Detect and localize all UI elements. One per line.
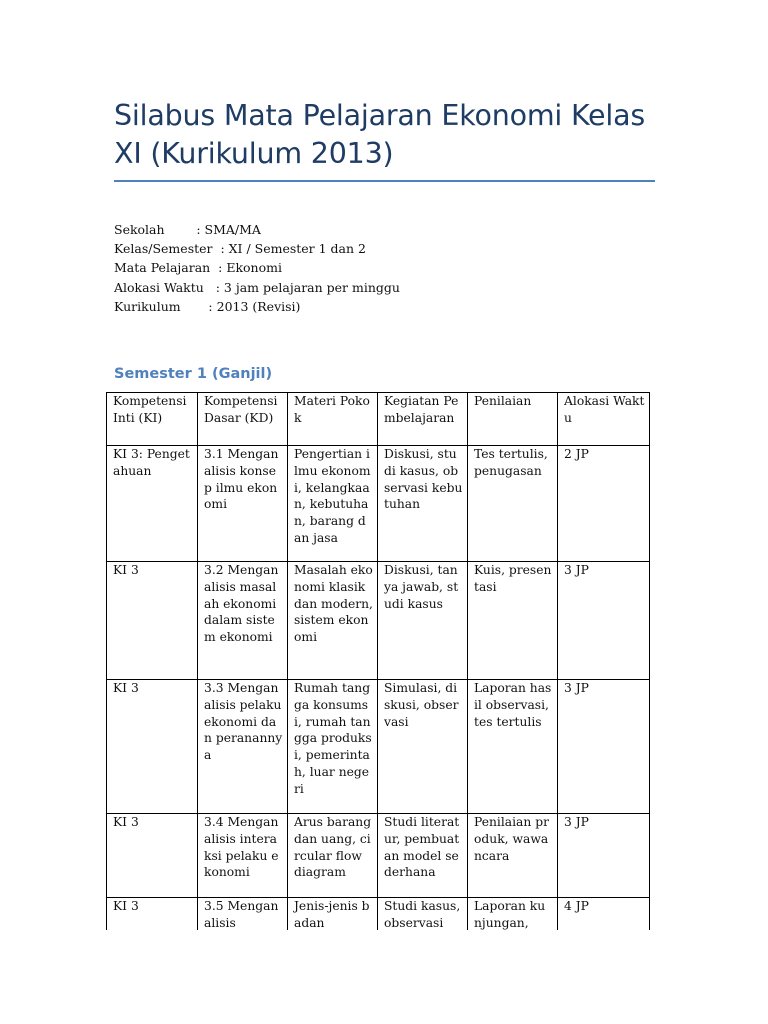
- cell-kd: 3.3 Menganalisis pelaku ekonomi dan peranannya: [198, 680, 288, 814]
- cell-kegiatan: Studi literatur, pembuatan model sederhana: [378, 814, 468, 898]
- cell-alokasi: 2 JP: [558, 446, 650, 562]
- header-ki: Kompetensi Inti (KI): [107, 393, 198, 446]
- cell-kegiatan: Diskusi, tanya jawab, studi kasus: [378, 562, 468, 680]
- section-heading: Semester 1 (Ganjil): [114, 366, 273, 382]
- cell-penilaian: Laporan hasil observasi, tes tertulis: [468, 680, 558, 814]
- cell-ki: KI 3: [107, 562, 198, 680]
- metadata-block: [114, 220, 400, 316]
- meta-sekolah: Sekolah : SMA/MA: [114, 222, 261, 237]
- cell-alokasi: 3 JP: [558, 562, 650, 680]
- cell-ki: KI 3: [107, 898, 198, 931]
- cell-alokasi: 3 JP: [558, 680, 650, 814]
- table-row: [107, 814, 650, 898]
- cell-kd: 3.2 Menganalisis masalah ekonomi dalam sistem ekonomi: [198, 562, 288, 680]
- cell-materi: Rumah tangga konsumsi, rumah tangga produksi, pemerintah, luar negeri: [288, 680, 378, 814]
- cell-materi: Arus barang dan uang, circular flow diagram: [288, 814, 378, 898]
- syllabus-table: [106, 392, 650, 930]
- cell-kd: 3.4 Menganalisis interaksi pelaku ekonomi: [198, 814, 288, 898]
- cell-materi: Masalah ekonomi klasik dan modern, sistem ekonomi: [288, 562, 378, 680]
- meta-kelas-semester: Kelas/Semester : XI / Semester 1 dan 2: [114, 241, 366, 257]
- title-underline: [114, 180, 655, 182]
- meta-mata-pelajaran: Mata Pelajaran : Ekonomi: [114, 260, 282, 276]
- cell-materi: Pengertian ilmu ekonomi, kelangkaan, kebutuhan, barang dan jasa: [288, 446, 378, 562]
- cell-kegiatan: Studi kasus, observasi: [378, 898, 468, 931]
- cell-ki: KI 3: Pengetahuan: [107, 446, 198, 562]
- header-kegiatan: Kegiatan Pembelajaran: [378, 393, 468, 446]
- cell-kd: 3.5 Menganalisis: [198, 898, 288, 931]
- cell-kegiatan: Diskusi, studi kasus, observasi kebutuhan: [378, 446, 468, 562]
- cell-penilaian: Penilaian produk, wawancara: [468, 814, 558, 898]
- cell-kegiatan: Simulasi, diskusi, observasi: [378, 680, 468, 814]
- table-row: [107, 446, 650, 562]
- cell-ki: KI 3: [107, 680, 198, 814]
- table-header-row: [107, 393, 650, 446]
- table-row: [107, 898, 650, 931]
- cell-materi: Jenis-jenis badan: [288, 898, 378, 931]
- cell-penilaian: Tes tertulis, penugasan: [468, 446, 558, 562]
- header-materi: Materi Pokok: [288, 393, 378, 446]
- cell-ki: KI 3: [107, 814, 198, 898]
- header-alokasi: Alokasi Waktu: [558, 393, 650, 446]
- meta-alokasi-waktu: Alokasi Waktu : 3 jam pelajaran per minggu: [114, 279, 400, 295]
- document-title: Silabus Mata Pelajaran Ekonomi Kelas XI (Kurikulum 2013): [114, 99, 645, 170]
- header-penilaian: Penilaian: [468, 393, 558, 446]
- cell-alokasi: 4 JP: [558, 898, 650, 931]
- cell-kd: 3.1 Menganalisis konsep ilmu ekonomi: [198, 446, 288, 562]
- header-kd: Kompetensi Dasar (KD): [198, 393, 288, 446]
- cell-penilaian: Laporan kunjungan,: [468, 898, 558, 931]
- table-row: [107, 680, 650, 814]
- cell-penilaian: Kuis, presentasi: [468, 562, 558, 680]
- cell-alokasi: 3 JP: [558, 814, 650, 898]
- table-row: [107, 562, 650, 680]
- meta-kurikulum: Kurikulum : 2013 (Revisi): [114, 298, 301, 314]
